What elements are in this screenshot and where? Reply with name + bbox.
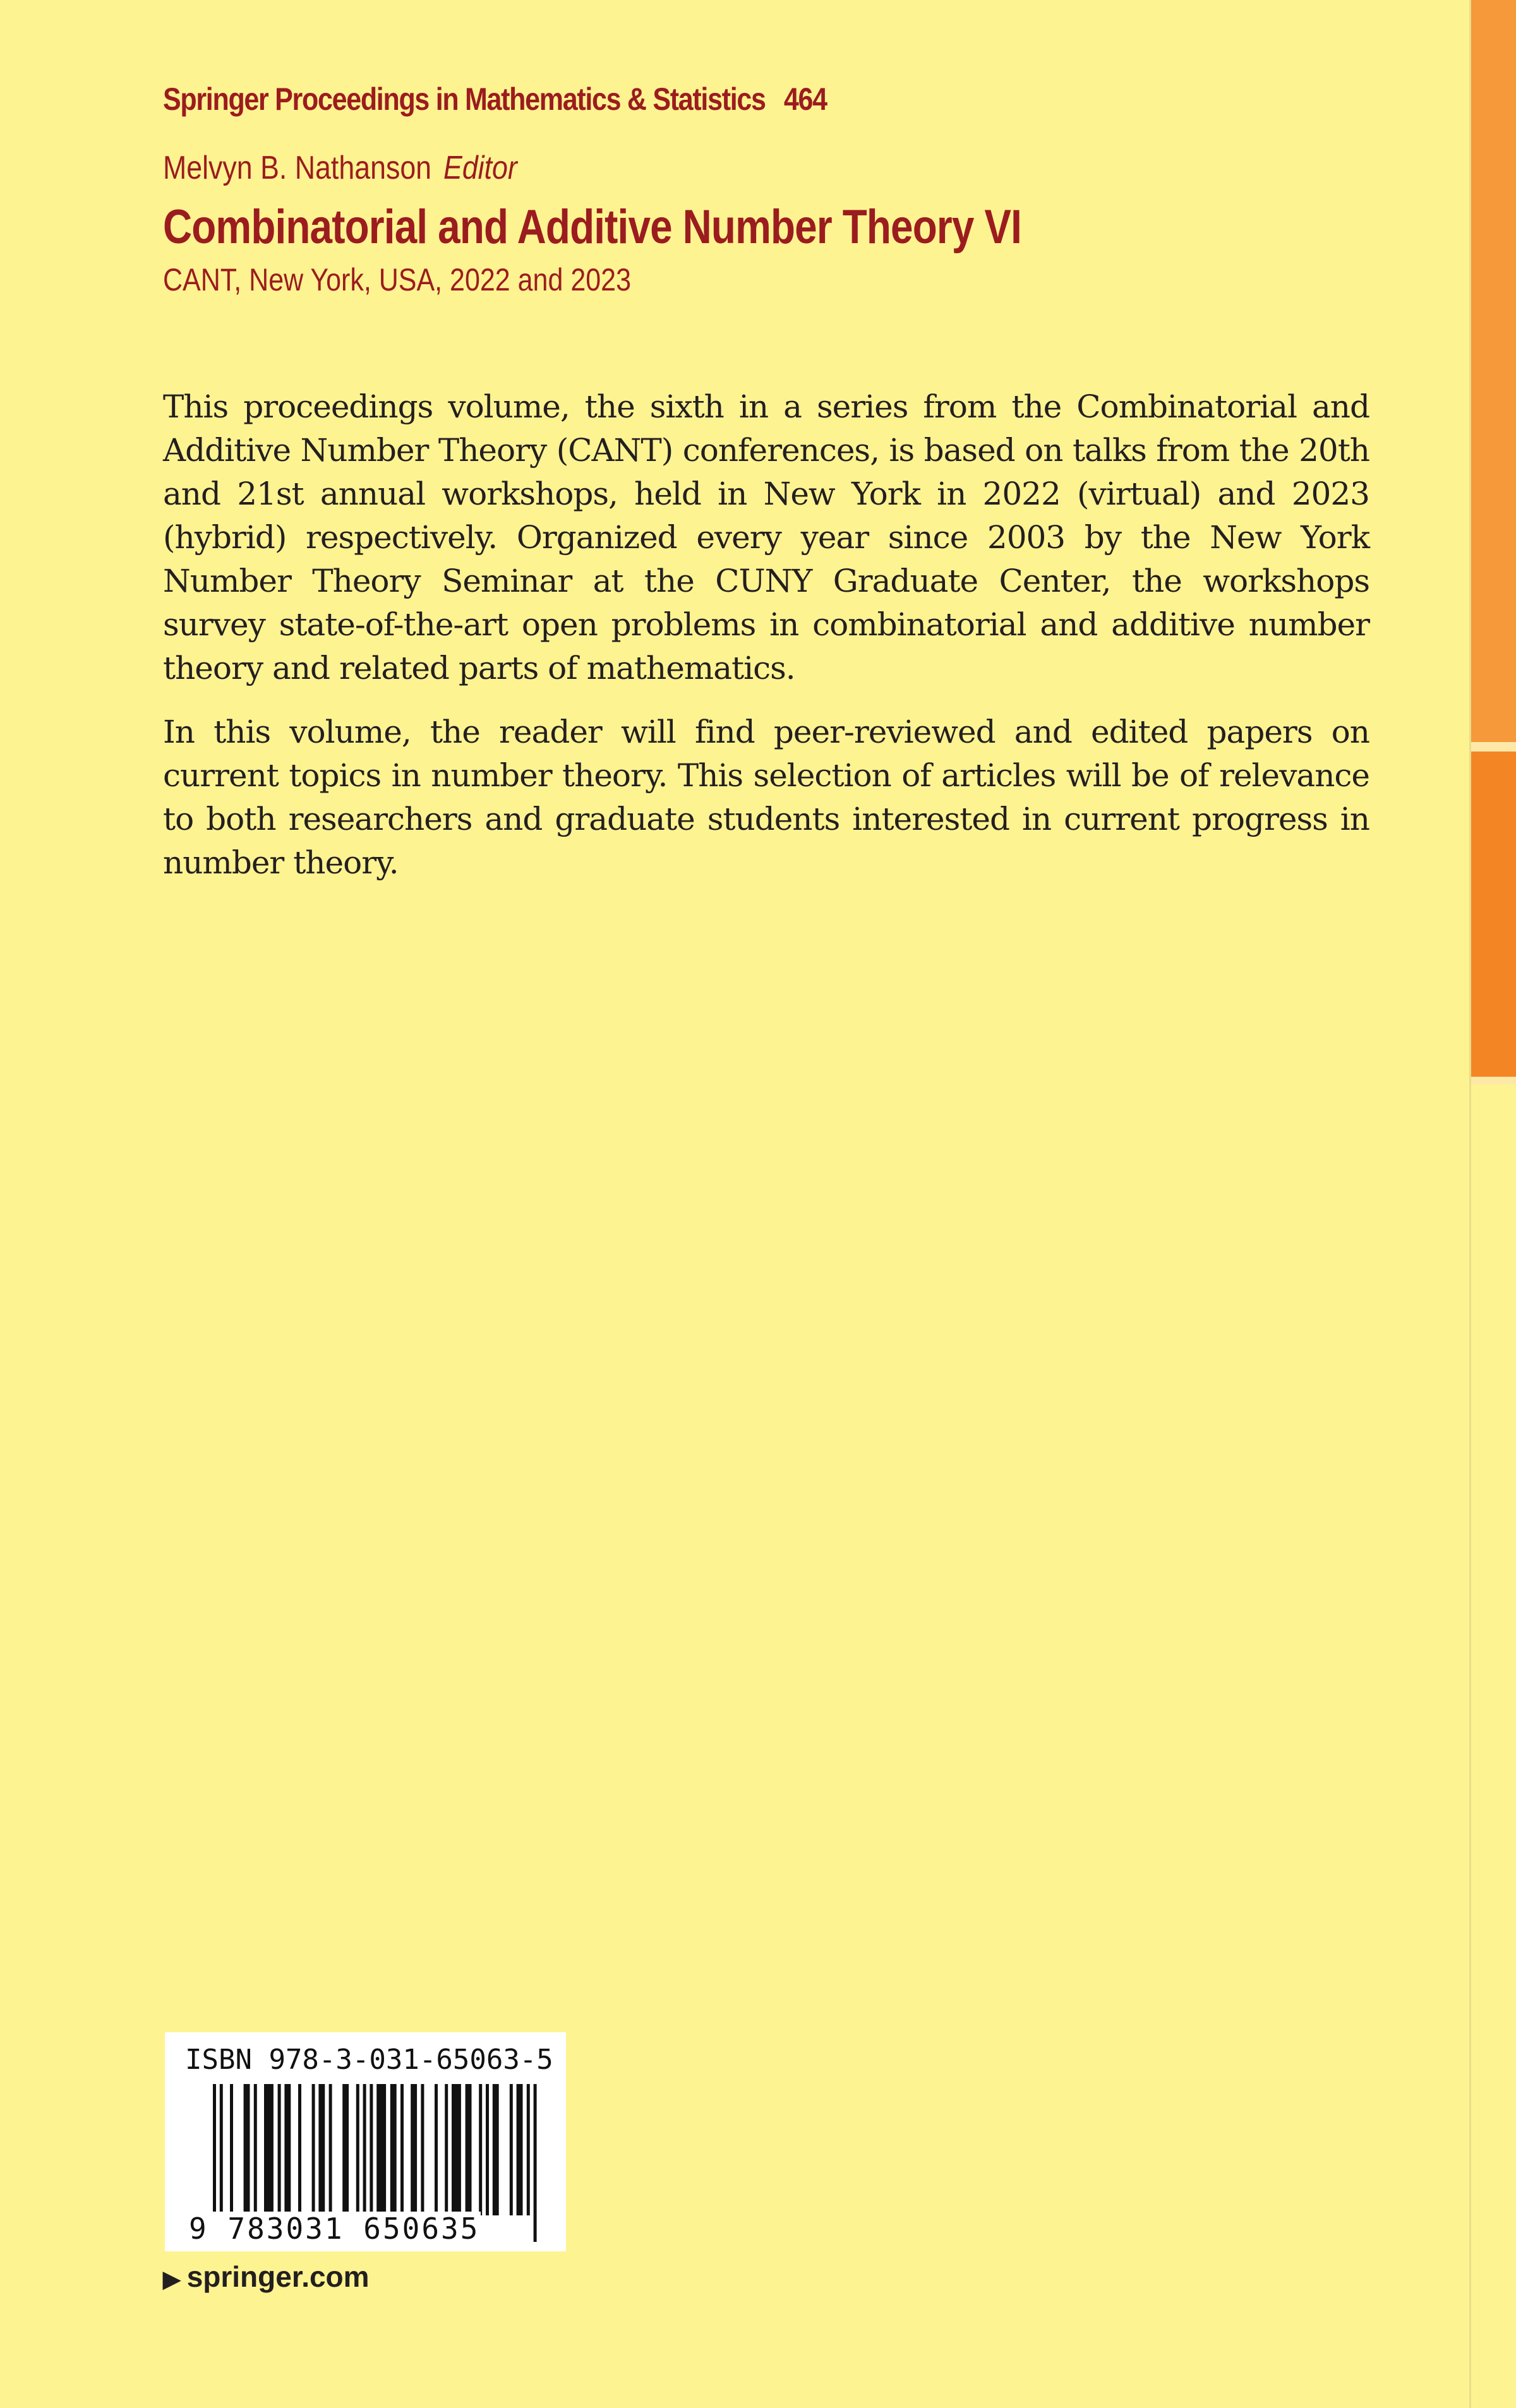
barcode-bar bbox=[486, 2084, 489, 2215]
description-paragraph: This proceedings volume, the sixth in a series from the Combinatorial and Additive Number Theory (CANT) conferences, is based on talks from the 20th and 21st annual workshops, held in New York in 2022 (virtual) and 2023 (hybrid) respectively. Organized every year since 2003 by the New York Number Theory Seminar at the CUNY Graduate Center, the workshops survey state-of-the-art open problems in combinatorial and additive number theory and related parts of mathematics. bbox=[163, 388, 1369, 686]
barcode-bar bbox=[254, 2084, 257, 2215]
barcode-bar bbox=[517, 2084, 523, 2215]
book-title: Combinatorial and Additive Number Theory VI bbox=[163, 200, 1022, 254]
barcode-bar bbox=[298, 2084, 301, 2215]
series-line bbox=[163, 81, 827, 117]
book-subtitle: CANT, New York, USA, 2022 and 2023 bbox=[163, 262, 631, 297]
barcode-bar bbox=[230, 2084, 233, 2215]
barcode-bar bbox=[400, 2084, 404, 2215]
spine-band-light-orange bbox=[1471, 0, 1516, 742]
triangle-right-icon: ▶ bbox=[163, 2266, 181, 2292]
isbn-barcode bbox=[165, 2032, 566, 2251]
barcode-bar bbox=[278, 2084, 281, 2215]
barcode-bar bbox=[284, 2084, 291, 2215]
barcode-bar bbox=[363, 2084, 366, 2215]
barcode-bar bbox=[510, 2084, 513, 2215]
spine-divider bbox=[1471, 742, 1516, 752]
isbn-label: ISBN 978-3-031-65063-5 bbox=[185, 2044, 553, 2076]
series-number: 464 bbox=[783, 81, 827, 117]
barcode-bar bbox=[479, 2084, 482, 2215]
barcode-bar bbox=[356, 2084, 359, 2215]
barcode-digits: 9 783031 650635 bbox=[189, 2212, 480, 2246]
barcode-bar bbox=[312, 2084, 315, 2215]
barcode-bar bbox=[411, 2084, 417, 2215]
spine-band-dark-orange bbox=[1471, 752, 1516, 1077]
spine-divider bbox=[1471, 1077, 1516, 1084]
barcode-bar bbox=[493, 2084, 499, 2215]
barcode-bar bbox=[466, 2084, 472, 2215]
editor-line bbox=[163, 149, 517, 187]
barcode-bar bbox=[329, 2084, 332, 2215]
series-name: Springer Proceedings in Mathematics & Statistics bbox=[163, 81, 766, 117]
editor-role: Editor bbox=[443, 150, 517, 186]
barcode-bar bbox=[421, 2084, 424, 2215]
barcode-bar bbox=[318, 2084, 325, 2215]
book-description bbox=[163, 385, 1369, 905]
barcode-bar bbox=[534, 2084, 537, 2242]
barcode-bar bbox=[264, 2084, 274, 2215]
website-link[interactable] bbox=[163, 2260, 370, 2294]
description-paragraph: In this volume, the reader will find peer-reviewed and edited papers on current topics in number theory. This selection of articles will be of relevance to both researchers and graduate students interested in current progress in number theory. bbox=[163, 714, 1369, 881]
website-url: springer.com bbox=[186, 2260, 370, 2293]
editor-name: Melvyn B. Nathanson bbox=[163, 150, 432, 186]
barcode-bar bbox=[435, 2084, 438, 2215]
barcode-bar bbox=[445, 2084, 448, 2215]
barcode-bar bbox=[527, 2084, 530, 2215]
barcode-bar bbox=[452, 2084, 461, 2215]
barcode-bar bbox=[342, 2084, 349, 2215]
barcode-bar bbox=[244, 2084, 250, 2215]
